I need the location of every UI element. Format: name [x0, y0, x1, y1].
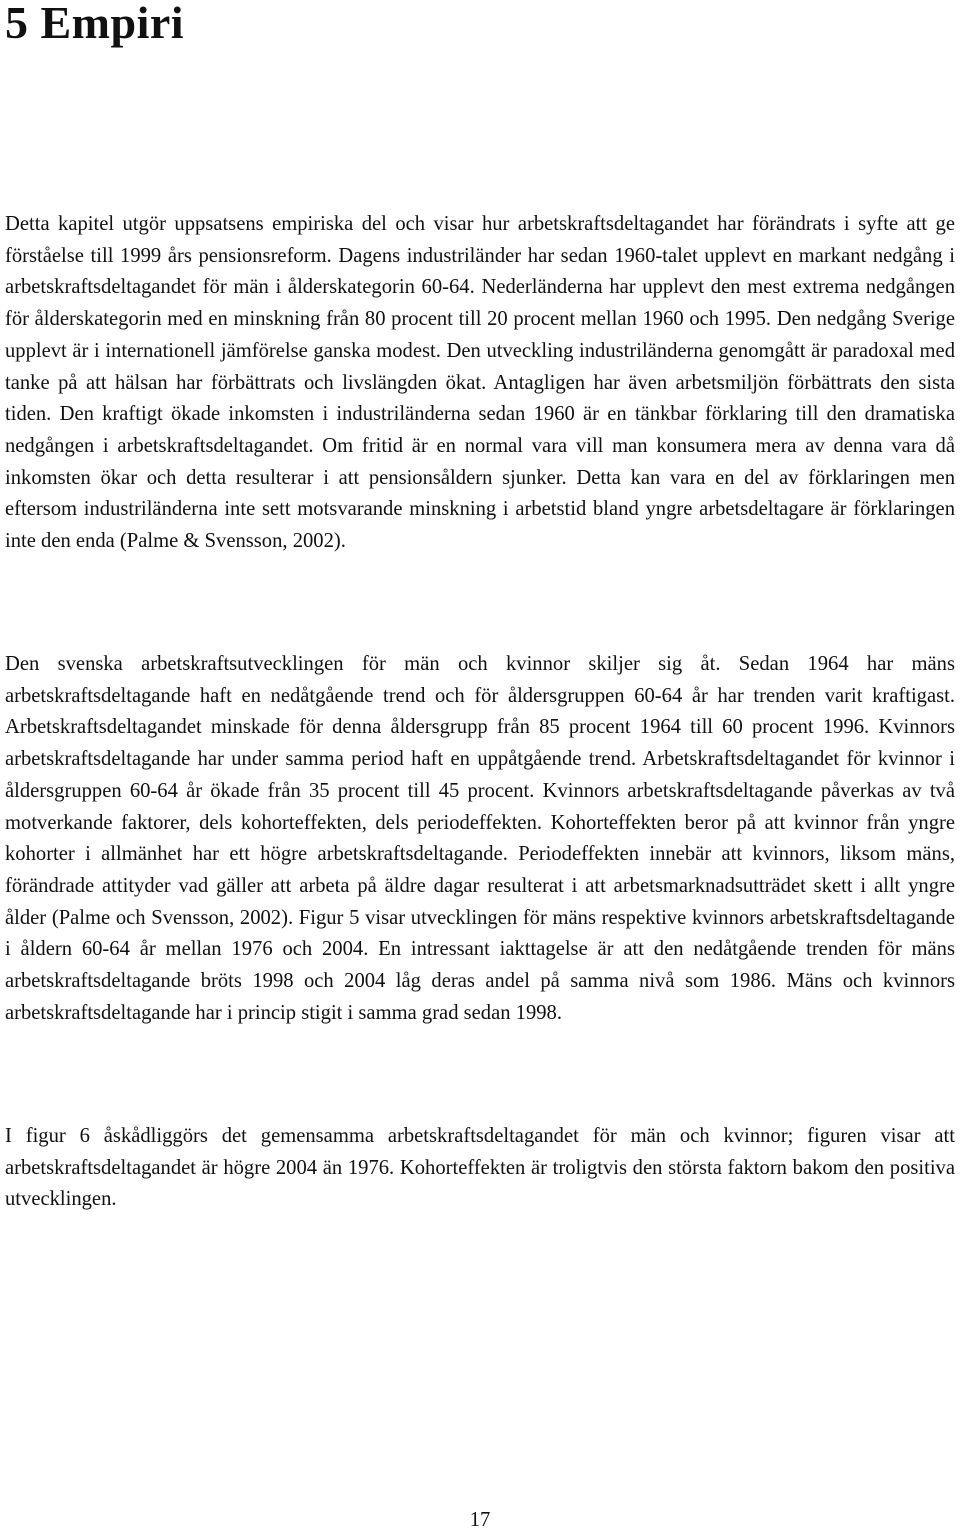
chapter-title: 5 Empiri: [5, 0, 185, 48]
paragraph-swedish-development: Den svenska arbetskraftsutvecklingen för män och kvinnor skiljer sig åt. Sedan 1964 har mäns arbetskraftsdeltagande haft en nedåtgående trend och för åldersgruppen 60-64 år har trenden varit kraftigast. Arbetskraftsdeltagandet minskade för denna åldersgrupp från 85 procent 1964 till 60 procent 1996. Kvinnors arbetskraftsdeltagande har under samma period haft en uppåtgående trend. Arbetskraftsdeltagandet för kvinnor i åldersgruppen 60-64 år ökade från 35 procent till 45 procent. Kvinnors arbetskraftsdeltagande påverkas av två motverkande faktorer, dels kohorteffekten, dels periodeffekten. Kohorteffekten beror på att kvinnor från yngre kohorter i allmänhet har ett högre arbetskraftsdeltagande. Periodeffekten innebär att kvinnors, liksom mäns, förändrade attityder vad gäller att arbeta på äldre dagar resulterat i att arbetsmarknadsutträdet skett i allt yngre ålder (Palme och Svensson, 2002). Figur 5 visar utvecklingen för mäns respektive kvinnors arbetskraftsdeltagande i åldern 60-64 år mellan 1976 och 2004. En intressant iakttagelse är att den nedåtgående trenden för mäns arbetskraftsdeltagande bröts 1998 och 2004 låg deras andel på samma nivå som 1986. Mäns och kvinnors arbetskraftsdeltagande har i princip stigit i samma grad sedan 1998.: [5, 653, 955, 1024]
paragraph-intro: Detta kapitel utgör uppsatsens empiriska del och visar hur arbetskraftsdeltagandet har förändrats i syfte att ge förståelse till 1999 års pensionsreform. Dagens industriländer har sedan 1960-talet upplevt en markant nedgång i arbetskraftsdeltagandet för män i ålderskategorin 60-64. Nederländerna har upplevt den mest extrema nedgången för ålderskategorin med en minskning från 80 procent till 20 procent mellan 1960 och 1995. Den nedgång Sverige upplevt är i internationell jämförelse ganska modest. Den utveckling industriländerna genomgått är paradoxal med tanke på att hälsan har förbättrats och livslängden ökat. Antagligen har även arbetsmiljön förbättrats den sista tiden. Den kraftigt ökade inkomsten i industriländerna sedan 1960 är en tänkbar förklaring till den dramatiska nedgången i arbetskraftsdeltagandet. Om fritid är en normal vara vill man konsumera mera av denna vara då inkomsten ökar och detta resulterar i att pensionsåldern sjunker. Detta kan vara en del av förklaringen men eftersom industriländerna inte sett motsvarande minskning i arbetstid bland yngre arbetsdeltagare är förklaringen inte den enda (Palme & Svensson, 2002).: [5, 213, 955, 553]
page-number: 17: [469, 1509, 491, 1531]
paragraph-figure-6: I figur 6 åskådliggörs det gemensamma arbetskraftsdeltagandet för män och kvinnor; figuren visar att arbetskraftsdeltagandet är högre 2004 än 1976. Kohorteffekten är troligtvis den största faktorn bakom den positiva utvecklingen.: [5, 1125, 955, 1211]
